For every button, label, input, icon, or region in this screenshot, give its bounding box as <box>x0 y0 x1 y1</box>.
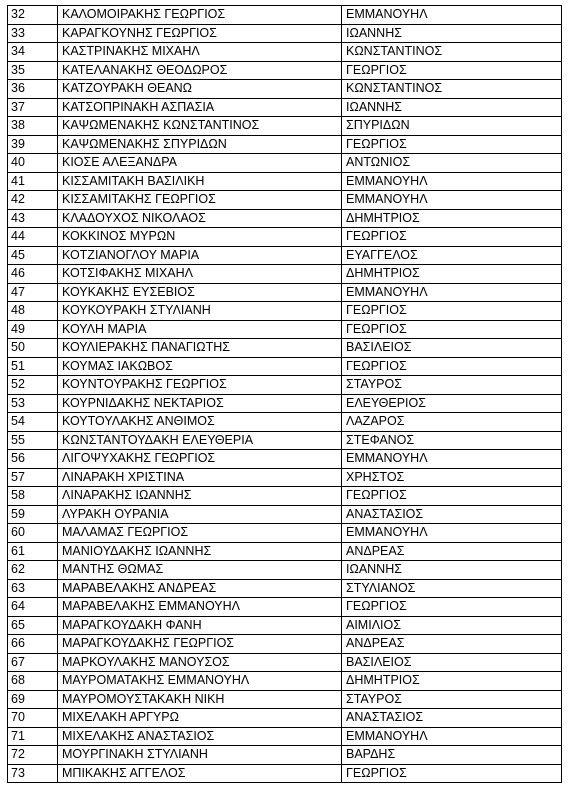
row-number-cell: 59 <box>8 505 58 524</box>
father-name-cell: ΑΝΔΡΕΑΣ <box>342 635 562 654</box>
table-row <box>8 6 562 25</box>
full-name-cell: ΜΙΧΕΛΑΚΗΣ ΑΝΑΣΤΑΣΙΟΣ <box>58 727 342 746</box>
father-name-cell: ΕΜΜΑΝΟΥΗΛ <box>342 191 562 210</box>
full-name-cell: ΜΑΡΑΓΚΟΥΔΑΚΗ ΦΑΝΗ <box>58 616 342 635</box>
table-row <box>8 154 562 173</box>
row-number-cell: 37 <box>8 98 58 117</box>
full-name-cell: ΜΑΡΚΟΥΛΑΚΗΣ ΜΑΝΟΥΣΟΣ <box>58 653 342 672</box>
table-row <box>8 43 562 62</box>
father-name-cell: ΓΕΩΡΓΙΟΣ <box>342 764 562 783</box>
row-number-cell: 34 <box>8 43 58 62</box>
full-name-cell: ΚΑΤΕΛΑΝΑΚΗΣ ΘΕΟΔΩΡΟΣ <box>58 61 342 80</box>
father-name-cell: ΕΜΜΑΝΟΥΗΛ <box>342 524 562 543</box>
row-number-cell: 32 <box>8 6 58 25</box>
full-name-cell: ΜΑΝΤΗΣ ΘΩΜΑΣ <box>58 561 342 580</box>
table-row <box>8 265 562 284</box>
table-row <box>8 339 562 358</box>
full-name-cell: ΛΙΝΑΡΑΚΗ ΧΡΙΣΤΙΝΑ <box>58 468 342 487</box>
father-name-cell: ΑΝΤΩΝΙΟΣ <box>342 154 562 173</box>
row-number-cell: 38 <box>8 117 58 136</box>
father-name-cell: ΣΤΑΥΡΟΣ <box>342 690 562 709</box>
row-number-cell: 62 <box>8 561 58 580</box>
row-number-cell: 42 <box>8 191 58 210</box>
row-number-cell: 41 <box>8 172 58 191</box>
father-name-cell: ΕΥΑΓΓΕΛΟΣ <box>342 246 562 265</box>
row-number-cell: 50 <box>8 339 58 358</box>
row-number-cell: 46 <box>8 265 58 284</box>
full-name-cell: ΛΙΓΟΨΥΧΑΚΗΣ ΓΕΩΡΓΙΟΣ <box>58 450 342 469</box>
father-name-cell: ΙΩΑΝΝΗΣ <box>342 98 562 117</box>
names-table-body <box>8 6 562 783</box>
table-row <box>8 209 562 228</box>
father-name-cell: ΑΙΜΙΛΙΟΣ <box>342 616 562 635</box>
table-row <box>8 302 562 321</box>
father-name-cell: ΧΡΗΣΤΟΣ <box>342 468 562 487</box>
father-name-cell: ΛΑΖΑΡΟΣ <box>342 413 562 432</box>
row-number-cell: 69 <box>8 690 58 709</box>
full-name-cell: ΜΑΥΡΟΜΑΤΑΚΗΣ ΕΜΜΑΝΟΥΗΛ <box>58 672 342 691</box>
father-name-cell: ΑΝΑΣΤΑΣΙΟΣ <box>342 505 562 524</box>
father-name-cell: ΒΑΣΙΛΕΙΟΣ <box>342 339 562 358</box>
table-row <box>8 561 562 580</box>
full-name-cell: ΜΑΡΑΓΚΟΥΔΑΚΗΣ ΓΕΩΡΓΙΟΣ <box>58 635 342 654</box>
father-name-cell: ΙΩΑΝΝΗΣ <box>342 561 562 580</box>
table-row <box>8 135 562 154</box>
full-name-cell: ΚΟΥΜΑΣ ΙΑΚΩΒΟΣ <box>58 357 342 376</box>
row-number-cell: 64 <box>8 598 58 617</box>
row-number-cell: 47 <box>8 283 58 302</box>
table-row <box>8 80 562 99</box>
full-name-cell: ΚΟΥΚΟΥΡΑΚΗ ΣΤΥΛΙΑΝΗ <box>58 302 342 321</box>
full-name-cell: ΚΟΥΡΝΙΔΑΚΗΣ ΝΕΚΤΑΡΙΟΣ <box>58 394 342 413</box>
row-number-cell: 35 <box>8 61 58 80</box>
table-row <box>8 764 562 783</box>
table-row <box>8 746 562 765</box>
father-name-cell: ΔΗΜΗΤΡΙΟΣ <box>342 672 562 691</box>
row-number-cell: 67 <box>8 653 58 672</box>
row-number-cell: 65 <box>8 616 58 635</box>
table-row <box>8 61 562 80</box>
father-name-cell: ΓΕΩΡΓΙΟΣ <box>342 302 562 321</box>
father-name-cell: ΕΜΜΑΝΟΥΗΛ <box>342 283 562 302</box>
full-name-cell: ΚΟΚΚΙΝΟΣ ΜΥΡΩΝ <box>58 228 342 247</box>
full-name-cell: ΚΙΣΣΑΜΙΤΑΚΗΣ ΓΕΩΡΓΙΟΣ <box>58 191 342 210</box>
full-name-cell: ΜΑΡΑΒΕΛΑΚΗΣ ΕΜΜΑΝΟΥΗΛ <box>58 598 342 617</box>
row-number-cell: 55 <box>8 431 58 450</box>
full-name-cell: ΚΟΥΛΙΕΡΑΚΗΣ ΠΑΝΑΓΙΩΤΗΣ <box>58 339 342 358</box>
row-number-cell: 66 <box>8 635 58 654</box>
father-name-cell: ΓΕΩΡΓΙΟΣ <box>342 320 562 339</box>
full-name-cell: ΜΙΧΕΛΑΚΗ ΑΡΓΥΡΩ <box>58 709 342 728</box>
table-row <box>8 672 562 691</box>
row-number-cell: 45 <box>8 246 58 265</box>
row-number-cell: 61 <box>8 542 58 561</box>
row-number-cell: 72 <box>8 746 58 765</box>
table-row <box>8 598 562 617</box>
table-row <box>8 172 562 191</box>
table-row <box>8 320 562 339</box>
table-row <box>8 431 562 450</box>
row-number-cell: 40 <box>8 154 58 173</box>
father-name-cell: ΙΩΑΝΝΗΣ <box>342 24 562 43</box>
row-number-cell: 60 <box>8 524 58 543</box>
table-row <box>8 616 562 635</box>
row-number-cell: 44 <box>8 228 58 247</box>
full-name-cell: ΚΑΛΟΜΟΙΡΑΚΗΣ ΓΕΩΡΓΙΟΣ <box>58 6 342 25</box>
father-name-cell: ΕΜΜΑΝΟΥΗΛ <box>342 450 562 469</box>
father-name-cell: ΕΜΜΑΝΟΥΗΛ <box>342 6 562 25</box>
table-row <box>8 524 562 543</box>
row-number-cell: 54 <box>8 413 58 432</box>
table-row <box>8 98 562 117</box>
table-row <box>8 24 562 43</box>
row-number-cell: 58 <box>8 487 58 506</box>
father-name-cell: ΚΩΝΣΤΑΝΤΙΝΟΣ <box>342 80 562 99</box>
table-row <box>8 450 562 469</box>
full-name-cell: ΚΟΥΚΑΚΗΣ ΕΥΣΕΒΙΟΣ <box>58 283 342 302</box>
table-row <box>8 413 562 432</box>
full-name-cell: ΚΑΨΩΜΕΝΑΚΗΣ ΚΩΝΣΤΑΝΤΙΝΟΣ <box>58 117 342 136</box>
full-name-cell: ΜΠΙΚΑΚΗΣ ΑΓΓΕΛΟΣ <box>58 764 342 783</box>
full-name-cell: ΚΟΤΖΙΑΝΟΓΛΟΥ ΜΑΡΙΑ <box>58 246 342 265</box>
table-row <box>8 709 562 728</box>
table-row <box>8 228 562 247</box>
father-name-cell: ΓΕΩΡΓΙΟΣ <box>342 135 562 154</box>
row-number-cell: 39 <box>8 135 58 154</box>
father-name-cell: ΕΜΜΑΝΟΥΗΛ <box>342 727 562 746</box>
father-name-cell: ΣΤΥΛΙΑΝΟΣ <box>342 579 562 598</box>
full-name-cell: ΚΩΝΣΤΑΝΤΟΥΔΑΚΗ ΕΛΕΥΘΕΡΙΑ <box>58 431 342 450</box>
row-number-cell: 73 <box>8 764 58 783</box>
table-row <box>8 283 562 302</box>
father-name-cell: ΓΕΩΡΓΙΟΣ <box>342 598 562 617</box>
father-name-cell: ΣΤΑΥΡΟΣ <box>342 376 562 395</box>
table-row <box>8 468 562 487</box>
row-number-cell: 36 <box>8 80 58 99</box>
row-number-cell: 71 <box>8 727 58 746</box>
father-name-cell: ΓΕΩΡΓΙΟΣ <box>342 61 562 80</box>
full-name-cell: ΚΛΑΔΟΥΧΟΣ ΝΙΚΟΛΑΟΣ <box>58 209 342 228</box>
father-name-cell: ΑΝΔΡΕΑΣ <box>342 542 562 561</box>
father-name-cell: ΣΠΥΡΙΔΩΝ <box>342 117 562 136</box>
table-row <box>8 579 562 598</box>
full-name-cell: ΚΟΥΝΤΟΥΡΑΚΗΣ ΓΕΩΡΓΙΟΣ <box>58 376 342 395</box>
table-row <box>8 357 562 376</box>
table-row <box>8 635 562 654</box>
father-name-cell: ΓΕΩΡΓΙΟΣ <box>342 487 562 506</box>
table-row <box>8 246 562 265</box>
full-name-cell: ΚΑΣΤΡΙΝΑΚΗΣ ΜΙΧΑΗΛ <box>58 43 342 62</box>
father-name-cell: ΣΤΕΦΑΝΟΣ <box>342 431 562 450</box>
father-name-cell: ΓΕΩΡΓΙΟΣ <box>342 228 562 247</box>
table-row <box>8 690 562 709</box>
father-name-cell: ΔΗΜΗΤΡΙΟΣ <box>342 209 562 228</box>
row-number-cell: 49 <box>8 320 58 339</box>
full-name-cell: ΚΟΥΤΟΥΛΑΚΗΣ ΑΝΘΙΜΟΣ <box>58 413 342 432</box>
father-name-cell: ΒΑΡΔΗΣ <box>342 746 562 765</box>
father-name-cell: ΚΩΝΣΤΑΝΤΙΝΟΣ <box>342 43 562 62</box>
full-name-cell: ΚΟΤΣΙΦΑΚΗΣ ΜΙΧΑΗΛ <box>58 265 342 284</box>
table-row <box>8 487 562 506</box>
row-number-cell: 70 <box>8 709 58 728</box>
father-name-cell: ΒΑΣΙΛΕΙΟΣ <box>342 653 562 672</box>
names-table <box>7 5 562 783</box>
table-row <box>8 653 562 672</box>
table-row <box>8 542 562 561</box>
row-number-cell: 56 <box>8 450 58 469</box>
father-name-cell: ΔΗΜΗΤΡΙΟΣ <box>342 265 562 284</box>
row-number-cell: 68 <box>8 672 58 691</box>
full-name-cell: ΜΑΡΑΒΕΛΑΚΗΣ ΑΝΔΡΕΑΣ <box>58 579 342 598</box>
father-name-cell: ΓΕΩΡΓΙΟΣ <box>342 357 562 376</box>
full-name-cell: ΜΑΝΙΟΥΔΑΚΗΣ ΙΩΑΝΝΗΣ <box>58 542 342 561</box>
full-name-cell: ΜΑΥΡΟΜΟΥΣΤΑΚΑΚΗ ΝΙΚΗ <box>58 690 342 709</box>
full-name-cell: ΚΑΤΖΟΥΡΑΚΗ ΘΕΑΝΩ <box>58 80 342 99</box>
row-number-cell: 53 <box>8 394 58 413</box>
row-number-cell: 43 <box>8 209 58 228</box>
full-name-cell: ΚΑΨΩΜΕΝΑΚΗΣ ΣΠΥΡΙΔΩΝ <box>58 135 342 154</box>
row-number-cell: 52 <box>8 376 58 395</box>
full-name-cell: ΜΟΥΡΓΙΝΑΚΗ ΣΤΥΛΙΑΝΗ <box>58 746 342 765</box>
table-row <box>8 394 562 413</box>
full-name-cell: ΚΑΤΣΟΠΡΙΝΑΚΗ ΑΣΠΑΣΙΑ <box>58 98 342 117</box>
table-row <box>8 505 562 524</box>
row-number-cell: 57 <box>8 468 58 487</box>
full-name-cell: ΛΙΝΑΡΑΚΗΣ ΙΩΑΝΝΗΣ <box>58 487 342 506</box>
row-number-cell: 33 <box>8 24 58 43</box>
document-page <box>7 5 562 783</box>
father-name-cell: ΕΜΜΑΝΟΥΗΛ <box>342 172 562 191</box>
full-name-cell: ΚΑΡΑΓΚΟΥΝΗΣ ΓΕΩΡΓΙΟΣ <box>58 24 342 43</box>
full-name-cell: ΚΙΟΣΕ ΑΛΕΞΑΝΔΡΑ <box>58 154 342 173</box>
row-number-cell: 63 <box>8 579 58 598</box>
table-row <box>8 727 562 746</box>
full-name-cell: ΚΟΥΛΗ ΜΑΡΙΑ <box>58 320 342 339</box>
full-name-cell: ΜΑΛΑΜΑΣ ΓΕΩΡΓΙΟΣ <box>58 524 342 543</box>
row-number-cell: 51 <box>8 357 58 376</box>
father-name-cell: ΕΛΕΥΘΕΡΙΟΣ <box>342 394 562 413</box>
full-name-cell: ΚΙΣΣΑΜΙΤΑΚΗ ΒΑΣΙΛΙΚΗ <box>58 172 342 191</box>
father-name-cell: ΑΝΑΣΤΑΣΙΟΣ <box>342 709 562 728</box>
table-row <box>8 376 562 395</box>
table-row <box>8 191 562 210</box>
table-row <box>8 117 562 136</box>
row-number-cell: 48 <box>8 302 58 321</box>
full-name-cell: ΛΥΡΑΚΗ ΟΥΡΑΝΙΑ <box>58 505 342 524</box>
